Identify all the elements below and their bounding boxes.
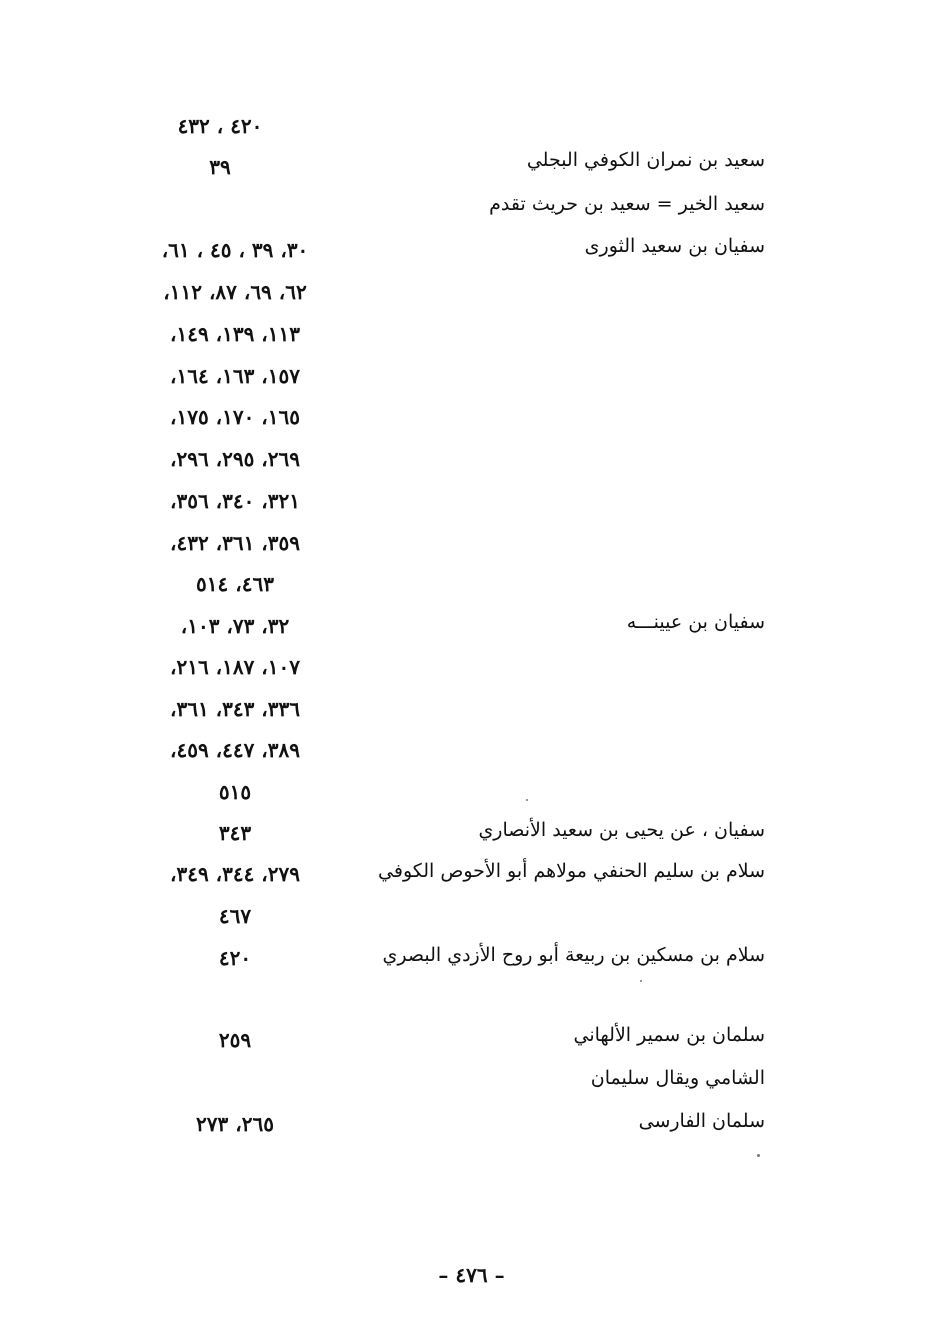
reference-numbers: ٣٥٩، ٣٦١، ٤٣٢، — [169, 531, 300, 555]
index-entry-name: سفيان بن عيينـــه — [626, 611, 765, 633]
page-number: – ٤٧٦ – — [438, 1263, 505, 1287]
reference-numbers: ٣٣٦، ٣٤٣، ٣٦١، — [169, 697, 300, 721]
reference-numbers: ١١٣، ١٣٩، ١٤٩، — [169, 322, 300, 346]
index-entry-name: سفيان ، عن يحيى بن سعيد الأنصاري — [478, 819, 765, 841]
scan-speck — [640, 980, 642, 982]
reference-numbers: ٣٩ — [209, 155, 231, 179]
reference-numbers: ٤٦٧ — [218, 904, 252, 928]
index-entry-name: سلام بن مسكين بن ربيعة أبو روح الأزدي البصري — [382, 944, 765, 966]
scan-speck — [526, 799, 528, 801]
index-entry-name: سلمان بن سمير الألهاني — [573, 1024, 765, 1046]
reference-numbers: ٢٦٩، ٢٩٥، ٢٩٦، — [169, 447, 300, 471]
reference-numbers: ٦٢، ٦٩، ٨٧، ١١٢، — [163, 280, 307, 304]
index-entry-name: الشامي ويقال سليمان — [590, 1067, 765, 1089]
scan-speck — [757, 1154, 760, 1157]
reference-numbers: ٤٢٠ ، ٤٣٢ — [177, 114, 263, 138]
reference-numbers: ٥١٥ — [218, 780, 252, 804]
reference-numbers: ٢٥٩ — [218, 1028, 252, 1052]
index-entry-name: سعيد بن نمران الكوفي البجلي — [526, 149, 765, 171]
reference-numbers: ٣٠، ٣٩ ، ٤٥ ، ٦١، — [161, 238, 309, 262]
reference-numbers: ٢٧٩، ٣٤٤، ٣٤٩، — [169, 862, 300, 886]
index-entry-name: سعيد الخير = سعيد بن حريث تقدم — [489, 193, 765, 215]
index-entry-name: سلام بن سليم الحنفي مولاهم أبو الأحوص الكوفي — [378, 860, 765, 882]
reference-numbers: ٣٢، ٧٣، ١٠٣، — [180, 614, 290, 638]
reference-numbers: ٢٦٥، ٢٧٣ — [196, 1112, 274, 1136]
reference-numbers: ١٥٧، ١٦٣، ١٦٤، — [169, 364, 300, 388]
reference-numbers: ٣٤٣ — [218, 821, 252, 845]
reference-numbers: ١٠٧، ١٨٧، ٢١٦، — [169, 655, 300, 679]
reference-numbers: ٤٢٠ — [218, 946, 252, 970]
reference-numbers: ٣٢١، ٣٤٠، ٣٥٦، — [169, 489, 300, 513]
reference-numbers: ٤٦٣، ٥١٤ — [196, 572, 274, 596]
index-entry-name: سلمان الفارسى — [638, 1110, 765, 1132]
reference-numbers: ٣٨٩، ٤٤٧، ٤٥٩، — [169, 738, 300, 762]
index-entry-name: سفيان بن سعيد الثورى — [584, 235, 765, 257]
reference-numbers: ١٦٥، ١٧٠، ١٧٥، — [169, 405, 300, 429]
